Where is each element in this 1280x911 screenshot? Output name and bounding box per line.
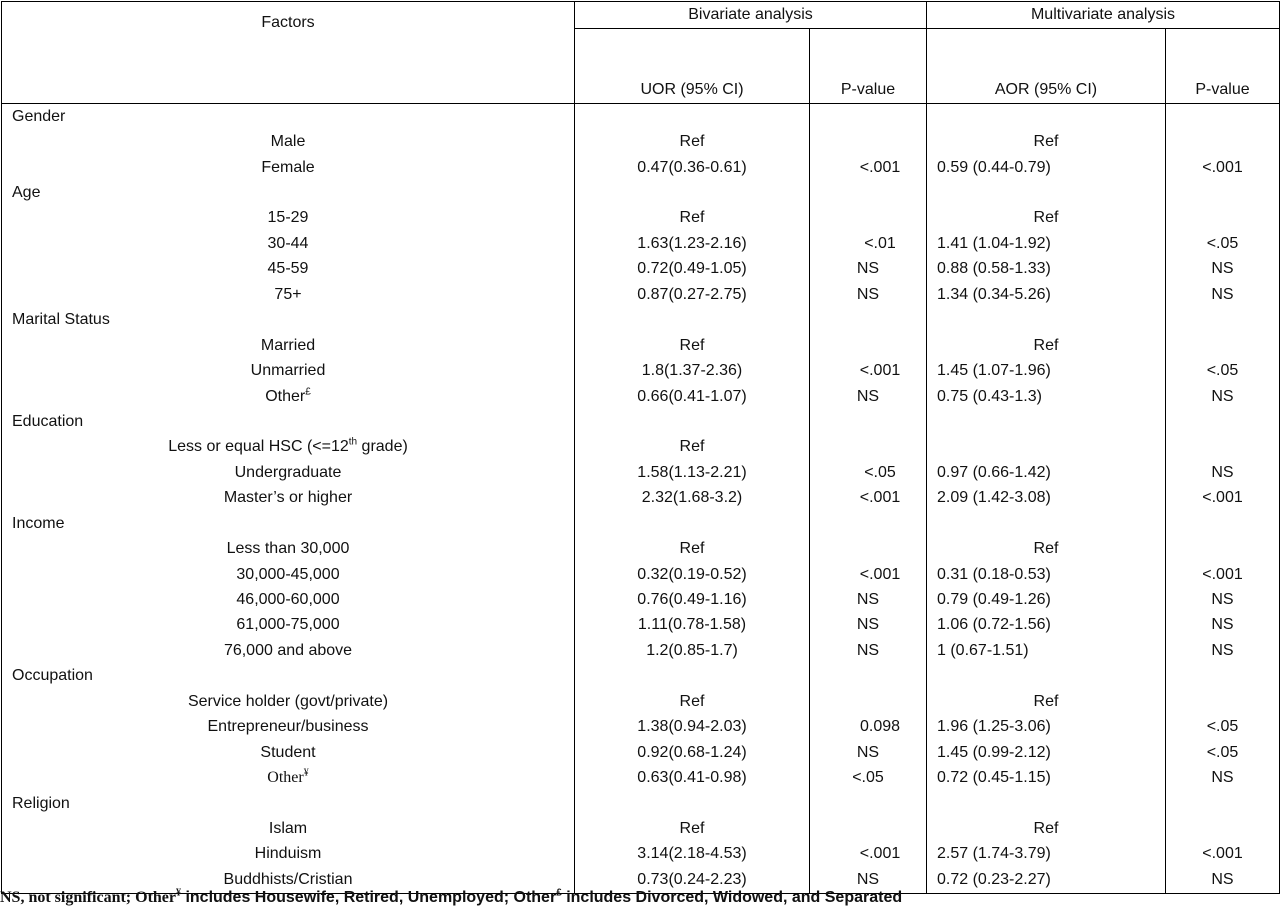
p-value-cell: <.001 [810,155,927,180]
uor-cell: 1.8(1.37-2.36) [575,358,810,383]
yen-superscript: ¥ [176,887,181,899]
p-value-cell: <.001 [810,842,927,867]
factor-label-text: Less or equal HSC (<=12 [168,438,349,456]
p-value-cell: NS [810,384,927,409]
group-row [2,664,1280,689]
aor-cell: 0.79 (0.49-1.26) [927,587,1166,612]
p-value-cell [1166,129,1280,154]
p-value-header-bivariate: P-value [810,29,927,104]
p-value-cell [810,536,927,561]
table-row [2,536,1280,561]
p-value-cell [1166,333,1280,358]
uor-cell: 0.32(0.19-0.52) [575,562,810,587]
factor-label: 45-59 [2,257,575,282]
factor-label: Undergraduate [2,460,575,485]
group-label: Occupation [2,664,575,689]
factor-label [2,435,575,460]
p-value-cell: NS [1166,282,1280,307]
table-row [2,689,1280,714]
table-row [2,816,1280,841]
p-value-cell: <.01 [810,231,927,256]
table-footnote [0,889,1280,907]
aor-cell: Ref [927,536,1166,561]
aor-cell: 1.45 (1.07-1.96) [927,358,1166,383]
aor-cell: Ref [927,816,1166,841]
uor-cell: 1.38(0.94-2.03) [575,715,810,740]
table-row [2,842,1280,867]
group-label: Gender [2,104,575,130]
aor-cell: 1.41 (1.04-1.92) [927,231,1166,256]
factor-label: Islam [2,816,575,841]
aor-cell: 2.09 (1.42-3.08) [927,486,1166,511]
p-value-cell: <.001 [810,486,927,511]
table-row [2,358,1280,383]
aor-cell: Ref [927,129,1166,154]
aor-cell: 0.88 (0.58-1.33) [927,257,1166,282]
p-value-cell: NS [1166,765,1280,790]
footnote-text: includes Divorced, Widowed, and Separated [561,889,903,906]
table-row [2,435,1280,460]
table-row [2,613,1280,638]
p-value-cell: NS [810,867,927,893]
p-value-cell: <.001 [1166,486,1280,511]
p-value-cell: <.05 [810,765,927,790]
group-row [2,791,1280,816]
p-value-cell: NS [1166,460,1280,485]
p-value-cell [810,206,927,231]
p-value-cell [810,129,927,154]
p-value-cell: NS [1166,587,1280,612]
uor-cell: 0.66(0.41-1.07) [575,384,810,409]
table-row [2,129,1280,154]
table-row [2,333,1280,358]
p-value-cell: NS [810,257,927,282]
factor-label: Buddhists/Cristian [2,867,575,893]
footnote-text: includes Housewife, Retired, Unemployed; Other [181,889,557,906]
pound-superscript: £ [305,386,311,398]
aor-cell: 1.06 (0.72-1.56) [927,613,1166,638]
p-value-cell [1166,816,1280,841]
table-row [2,638,1280,663]
p-value-cell: NS [810,638,927,663]
table-row [2,155,1280,180]
group-label: Income [2,511,575,536]
uor-cell: 0.87(0.27-2.75) [575,282,810,307]
table-row [2,587,1280,612]
p-value-cell: <.001 [810,358,927,383]
p-value-cell: NS [1166,384,1280,409]
factors-header: Factors [2,2,575,104]
factor-label-text: grade) [357,438,408,456]
uor-cell: 0.63(0.41-0.98) [575,765,810,790]
aor-cell: 0.72 (0.45-1.15) [927,765,1166,790]
p-value-cell [810,333,927,358]
factor-label: 30-44 [2,231,575,256]
group-label: Religion [2,791,575,816]
table-row [2,486,1280,511]
uor-cell: 3.14(2.18-4.53) [575,842,810,867]
p-value-cell [810,435,927,460]
group-row [2,409,1280,434]
p-value-cell: <.05 [1166,358,1280,383]
table-row [2,460,1280,485]
uor-cell: Ref [575,206,810,231]
p-value-cell: NS [1166,257,1280,282]
table-row [2,384,1280,409]
table-row [2,206,1280,231]
uor-cell: 1.2(0.85-1.7) [575,638,810,663]
uor-cell: 0.47(0.36-0.61) [575,155,810,180]
factor-label: 76,000 and above [2,638,575,663]
p-value-cell: NS [810,613,927,638]
multivariate-header: Multivariate analysis [927,2,1280,29]
factor-label [2,765,575,790]
uor-header: UOR (95% CI) [575,29,810,104]
p-value-cell: NS [810,740,927,765]
group-row [2,511,1280,536]
group-row [2,180,1280,205]
aor-cell: 0.75 (0.43-1.3) [927,384,1166,409]
factor-label-text: Other [265,387,306,405]
factor-label: 61,000-75,000 [2,613,575,638]
factor-label: Master’s or higher [2,486,575,511]
table-row [2,562,1280,587]
factor-label [2,384,575,409]
uor-cell: 0.73(0.24-2.23) [575,867,810,893]
p-value-cell: <.001 [810,562,927,587]
aor-cell: 0.97 (0.66-1.42) [927,460,1166,485]
p-value-cell: NS [810,282,927,307]
uor-cell: 0.76(0.49-1.16) [575,587,810,612]
aor-cell: 0.72 (0.23-2.27) [927,867,1166,893]
factor-label-text: Other [267,769,304,787]
table-row [2,765,1280,790]
group-label: Education [2,409,575,434]
pound-superscript: £ [556,887,562,899]
table-row [2,231,1280,256]
table-row [2,257,1280,282]
factor-label: 75+ [2,282,575,307]
p-value-cell [1166,536,1280,561]
factor-label: Student [2,740,575,765]
table-row [2,740,1280,765]
uor-cell: Ref [575,816,810,841]
group-label: Age [2,180,575,205]
aor-cell [927,435,1166,460]
th-superscript: th [348,437,358,449]
p-value-cell: <.05 [1166,231,1280,256]
footnote-text: NS, not significant; Other [0,889,176,906]
aor-cell: 1.96 (1.25-3.06) [927,715,1166,740]
p-value-header-multivariate: P-value [1166,29,1280,104]
p-value-cell: <.001 [1166,155,1280,180]
aor-cell: 0.59 (0.44-0.79) [927,155,1166,180]
aor-cell: 0.31 (0.18-0.53) [927,562,1166,587]
aor-cell: 1.45 (0.99-2.12) [927,740,1166,765]
p-value-cell [1166,206,1280,231]
factor-label: Married [2,333,575,358]
uor-cell: Ref [575,536,810,561]
p-value-cell: NS [1166,613,1280,638]
p-value-cell: NS [1166,638,1280,663]
aor-cell: Ref [927,689,1166,714]
p-value-cell [1166,689,1280,714]
aor-header: AOR (95% CI) [927,29,1166,104]
group-row [2,104,1280,130]
uor-cell: Ref [575,689,810,714]
uor-cell: 1.11(0.78-1.58) [575,613,810,638]
group-row [2,308,1280,333]
uor-cell: Ref [575,435,810,460]
aor-cell: Ref [927,206,1166,231]
factor-label: Female [2,155,575,180]
p-value-cell [1166,435,1280,460]
aor-cell: Ref [927,333,1166,358]
uor-cell: 1.63(1.23-2.16) [575,231,810,256]
uor-cell: 1.58(1.13-2.21) [575,460,810,485]
p-value-cell: NS [1166,867,1280,893]
table-row [2,715,1280,740]
aor-cell: 1 (0.67-1.51) [927,638,1166,663]
p-value-cell: NS [810,587,927,612]
p-value-cell [810,689,927,714]
factor-label: Male [2,129,575,154]
factor-label: Unmarried [2,358,575,383]
factor-label: Entrepreneur/business [2,715,575,740]
p-value-cell: 0.098 [810,715,927,740]
uor-cell: 0.92(0.68-1.24) [575,740,810,765]
yen-superscript: ¥ [303,767,309,779]
factor-label: 30,000-45,000 [2,562,575,587]
uor-cell: 0.72(0.49-1.05) [575,257,810,282]
uor-cell: Ref [575,333,810,358]
table-row [2,282,1280,307]
aor-cell: 2.57 (1.74-3.79) [927,842,1166,867]
factor-label: 15-29 [2,206,575,231]
uor-cell: Ref [575,129,810,154]
aor-cell: 1.34 (0.34-5.26) [927,282,1166,307]
factor-label: Hinduism [2,842,575,867]
p-value-cell: <.05 [1166,715,1280,740]
group-label: Marital Status [2,308,575,333]
p-value-cell [810,816,927,841]
bivariate-header: Bivariate analysis [575,2,927,29]
factor-label: Service holder (govt/private) [2,689,575,714]
p-value-cell: <.001 [1166,562,1280,587]
p-value-cell: <.05 [1166,740,1280,765]
p-value-cell: <.001 [1166,842,1280,867]
factor-label: 46,000-60,000 [2,587,575,612]
uor-cell: 2.32(1.68-3.2) [575,486,810,511]
regression-table [1,1,1280,894]
factor-label: Less than 30,000 [2,536,575,561]
p-value-cell: <.05 [810,460,927,485]
